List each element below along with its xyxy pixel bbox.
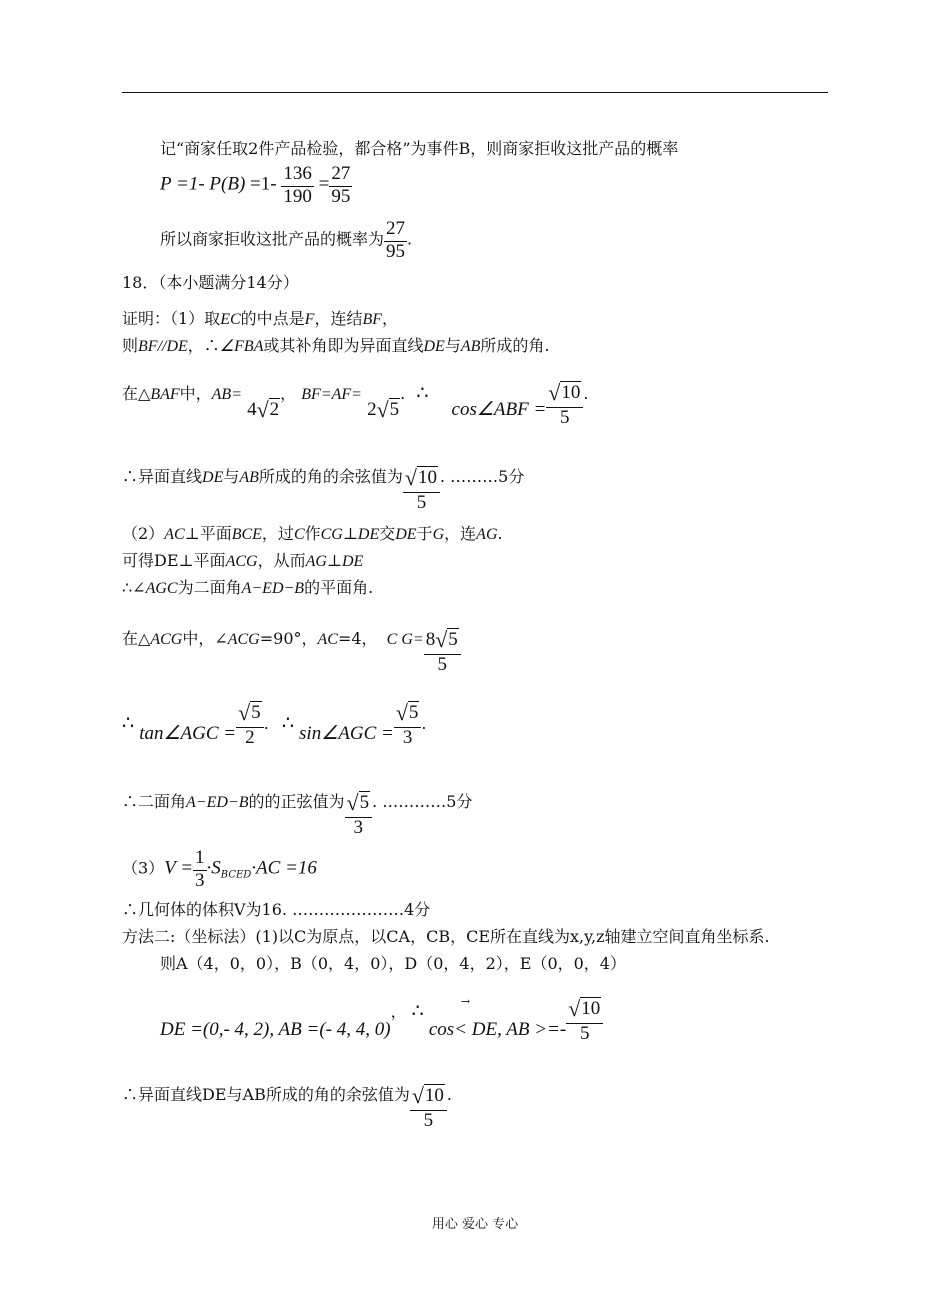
- proof-line-cosine-result: ∴异面直线DE与AB所成的角的余弦值为 $\frac{√10}{5}$ . ………5分: [122, 465, 525, 513]
- proof-triangle-acg: 在△ACG中，∠ACG=90°，AC=4， C G= $\frac{8√5}{5}$: [122, 617, 461, 662]
- proof-line-triangle-baf: 在△BAF中，AB= 4√2， BF=AF= 2√5. ∴ cos∠ABF = $\frac{√10}{5}$ .: [122, 380, 589, 428]
- proof-part2-line-1: （2）AC⊥平面BCE，过C作CG⊥DE交DE于G，连AG.: [122, 524, 503, 543]
- vector-equation: DE =(0,- 4, 2), AB =(- 4, 4, 0)， ∴ → cos< DE, AB >=- $\frac{√10}{5}$: [160, 990, 603, 1035]
- top-rule: [122, 92, 828, 93]
- proof-volume: （3）V = $\frac{1}{3}$ $\cdot S_{BCED}\cdot AC =16$: [122, 847, 317, 891]
- text-line-event: 记“商家任取2件产品检验，都合格”为事件B，则商家拒收这批产品的概率: [160, 139, 679, 158]
- problem-heading: 18．（本小题满分14分）: [122, 273, 299, 292]
- method2-heading: 方法二:（坐标法）(1)以C为原点，以CA，CB，CE所在直线为x,y,z轴建立空间直角坐标系.: [122, 927, 770, 946]
- proof-part2-line-3: ∴∠AGC为二面角A−ED−B的平面角.: [122, 578, 374, 597]
- method2-result: ∴异面直线DE与AB所成的角的余弦值为 $\frac{√10}{5}$ .: [122, 1083, 452, 1131]
- proof-tan-sin: ∴ tan∠AGC = $\frac{√5}{2}$ . ∴ sin∠AGC = $\frac{√5}{3}$ .: [122, 700, 427, 748]
- proof-line-1: 证明：（1）取EC的中点是F，连结BF，: [122, 309, 399, 328]
- text-line-conclusion-probability: 所以商家拒收这批产品的概率为 $\frac{27}{95}$ .: [160, 218, 413, 262]
- coordinates-line: 则A（4，0，0），B（0，4，0），D（0，4，2），E（0，0，4）: [160, 954, 626, 973]
- proof-line-2: 则BF//DE，∴∠FBA或其补角即为异面直线DE与AB所成的角.: [122, 336, 550, 355]
- page-footer: 用心 爱心 专心: [431, 1217, 519, 1232]
- proof-sine-result: ∴二面角A−ED−B的的正弦值为 $\frac{√5}{3}$ . …………5分: [122, 790, 473, 838]
- proof-part2-line-2: 可得DE⊥平面ACG，从而AG⊥DE: [122, 551, 364, 570]
- volume-result: ∴几何体的体积V为16. …………………4分: [122, 900, 431, 919]
- equation-probability: P =1- P(B) =1- $\frac{136}{190}$ = $\frac{27}{95}$: [160, 163, 351, 207]
